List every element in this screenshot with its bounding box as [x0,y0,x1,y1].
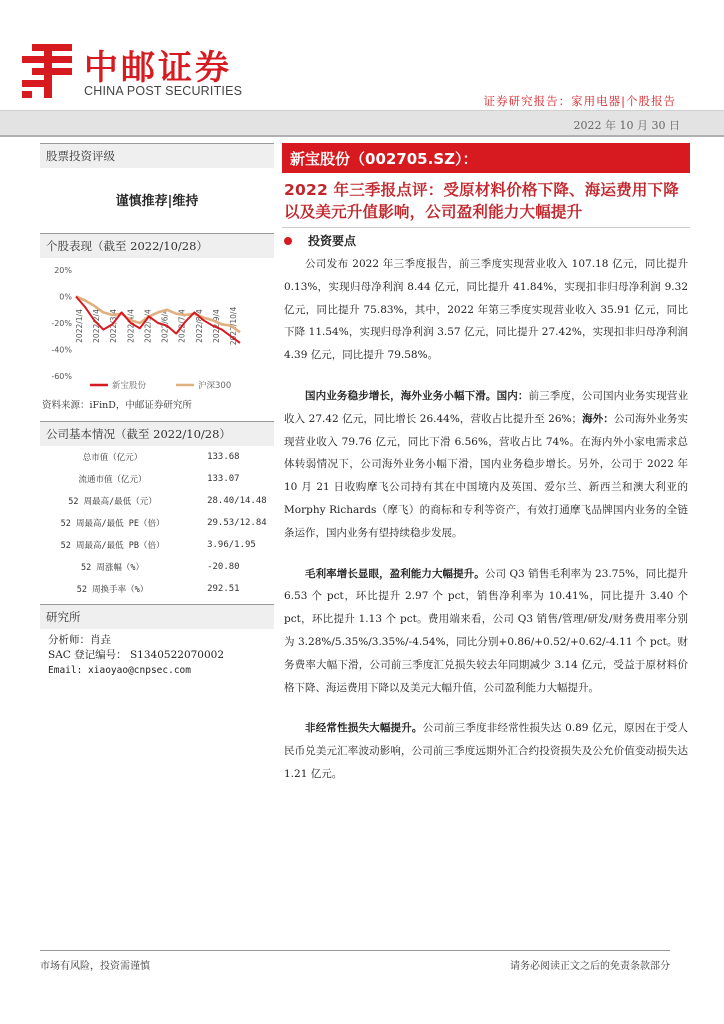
para-lead: 非经常性损失大幅提升。 [305,722,423,735]
analyst-info [40,629,274,678]
x-tick-label: 2022/3/4 [109,309,119,343]
rating-value: 谨慎推荐|维持 [115,194,199,209]
basic-info-row [40,468,274,490]
key-points-title: 投资要点 [308,234,357,248]
basic-info-value: 133.68 [207,452,240,462]
legend-label: 新宝股份 [112,381,147,391]
basic-info-row [40,556,274,578]
china-post-logo-icon [18,42,80,100]
research-title: 研究所 [40,604,274,629]
key-points-header [282,227,690,253]
analyst-email: Email: xiaoyao@cnpsec.com [48,665,191,676]
basic-info-title: 公司基本情况（截至 2022/10/28） [40,421,274,446]
basic-info-value: 133.07 [207,474,240,484]
para-lead-2: 海外： [582,412,614,425]
basic-info-row [40,534,274,556]
basic-info-value: 28.40/14.48 [207,496,267,506]
x-tick-label: 2022/6/4 [160,309,170,343]
basic-info-row [40,578,274,600]
basic-info-key: 52 周换手率（%） [76,585,149,595]
basic-info-row [40,446,274,468]
report-type: 证券研究报告：家用电器|个股报告 [483,94,676,108]
x-tick-label: 2022/10/4 [229,306,238,346]
y-tick-label: 0% [59,292,72,302]
report-date: 2022 年 10 月 30 日 [573,119,680,132]
basic-info-key: 52 周最高/最低 PB（倍） [60,541,165,551]
chart-source: 资料来源：iFinD，中邮证券研究所 [42,400,192,411]
para-body: 公司 Q3 销售毛利率为 23.75%，同比提升 6.53 个 pct，环比提升 2.97 个 pct，销售净利率为 10.41%，同比提升 3.40 个 pct，环比提升 1.13 个 pct。费用端来看，公司 Q3 销售/管理/研发/财务费用率分别为 3.28%/5.35%/3.35%/-4.54%，同比分别+0.86/+0.52/+0.62/-4.11 个 pct。财务费率大幅下滑，公司前三季度汇兑损失较去年同期减少 3.14 亿元，受益于原材料价格下降、海运费用下降以及美元大幅升值，公司盈利能力大幅提升。 [284,567,689,694]
x-tick-label: 2022/4/4 [126,309,136,343]
analyst-sac: SAC 登记编号： S1340522070002 [48,649,225,661]
bullet-dot-icon [284,237,292,245]
paragraph-results: 公司发布 2022 年三季度报告，前三季度实现营业收入 107.18 亿元，同比提升 0.13%，实现归母净利润 8.44 亿元，同比提升 41.84%，实现扣非归母净利润 9.32 亿元，同比提升 75.83%，其中，2022 年第三季度实现营业收入 35.91 亿元，同比下降 11.54%，实现归母净利润 3.57 亿元，同比提升 27.42%，实现扣非归母净利润 4.39 亿元，同比提升 79.58%。 [284,258,688,362]
x-tick-label: 2022/7/4 [177,309,187,343]
basic-info-key: 52 周最高/最低（元） [68,497,157,507]
main-content [282,143,690,786]
y-tick-label: -40% [51,345,72,355]
basic-info-value: 292.51 [207,584,240,594]
legend-label: 沪深300 [198,381,232,391]
performance-title: 个股表现（截至 2022/10/28） [40,233,274,258]
basic-info-row [40,512,274,534]
brand-name-en: CHINA POST SECURITIES [84,84,243,98]
para-body: 公司前三季度非经常性损失达 0.89 亿元，原因在于受人民币兑美元汇率波动影响，公司前三季度远期外汇合约投资损失及公允价值变动损失达 1.21 亿元。 [284,722,689,780]
date-bar [0,111,724,137]
performance-chart-svg [40,258,274,394]
basic-info-row [40,490,274,512]
left-sidebar [40,143,274,678]
rating-title: 股票投资评级 [40,143,274,168]
basic-info-value: 3.96/1.95 [207,540,256,550]
analyst-name: 分析师：肖垚 [48,634,111,646]
paragraph-nonrecurring [282,717,690,785]
x-tick-label: 2022/9/4 [211,309,221,343]
report-headline: 2022 年三季报点评：受原材料价格下降、海运费用下降以及美元升值影响，公司盈利能力大幅提升 [284,181,679,221]
para-lead: 国内业务稳步增长，海外业务小幅下滑。国内： [305,389,529,402]
footer [40,950,670,972]
x-tick-label: 2022/8/4 [194,309,204,343]
basic-info-key: 52 周涨幅（%） [81,563,145,573]
basic-info-key: 总市值（亿元） [82,453,143,463]
paragraph-business [282,385,690,545]
x-tick-label: 2022/1/4 [75,309,84,343]
x-tick-label: 2022/2/4 [92,309,102,343]
para-body: 前三季度，公司国内业务实现营业收入 27.42 亿元，同比增长 26.44%，营收占比提升至 26%； [284,389,688,425]
basic-info-value: -20.80 [207,562,240,572]
y-tick-label: -60% [51,372,72,381]
disclaimer-note: 请务必阅读正文之后的免责条款部分 [510,961,670,972]
paragraph-margin [282,563,690,700]
para-lead: 毛利率增长显眼，盈利能力大幅提升。 [305,567,485,580]
risk-warning: 市场有风险，投资需谨慎 [40,961,150,972]
y-tick-label: -20% [51,319,72,328]
company-title: 新宝股份（002705.SZ）： [282,143,690,173]
x-tick-label: 2022/5/4 [143,309,153,343]
basic-info-key: 52 周最高/最低 PE（倍） [60,519,165,529]
brand-name-cn: 中邮证券 [84,48,232,88]
basic-info-value: 29.53/12.84 [207,518,267,528]
basic-info-key: 流通市值（亿元） [78,475,147,485]
para-body-2: 公司海外业务实现营业收入 79.76 亿元，同比下滑 6.56%，营收占比 74%。在海内外小家电需求总体转弱情况下，公司海外业务小幅下滑，国内业务稳步增长。另外，公司于 2022 年 10 月 21 日收购摩飞公司持有其在中国境内及英国、爱尔兰、新西兰和澳大利亚的 Morphy Richards（摩飞）的商标和专利等资产，有效打通摩飞品牌国内业务的全链条运作，国内业务有望持续稳步发展。 [284,412,689,539]
basic-info-table [40,446,274,600]
stock-performance-chart [40,258,274,394]
y-tick-label: 20% [54,266,72,275]
